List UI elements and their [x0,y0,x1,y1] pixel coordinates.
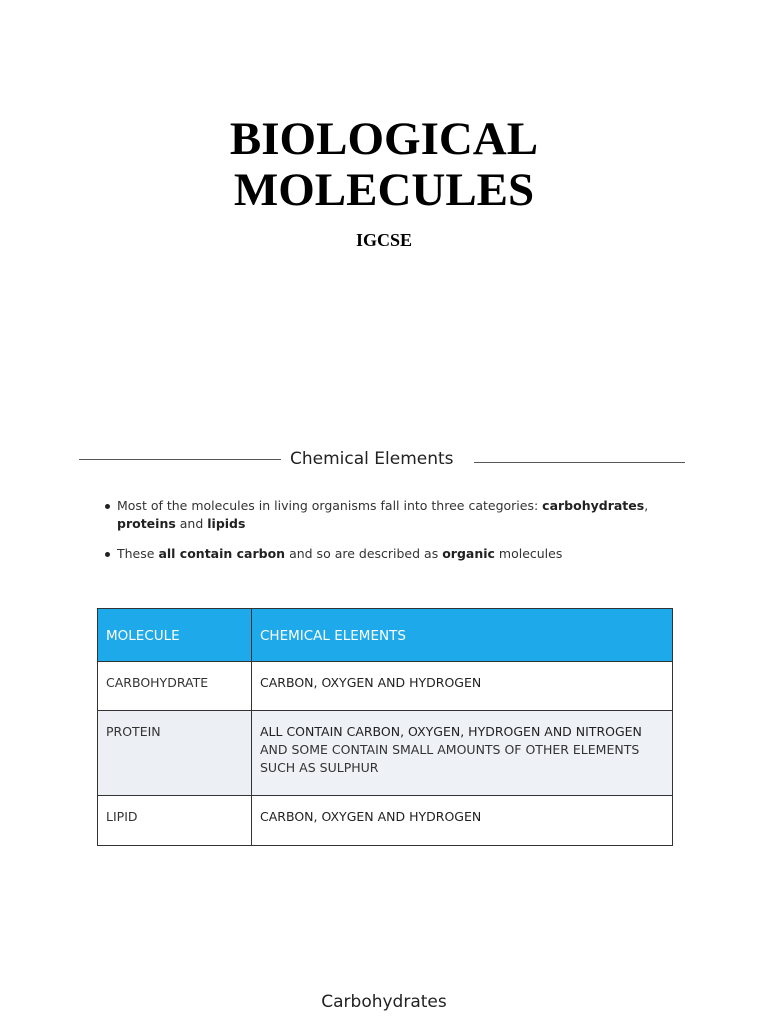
elements-extra-text: AND SOME CONTAIN SMALL AMOUNTS OF OTHER ELEMENTS SUCH AS SULPHUR [260,742,640,775]
molecule-cell: LIPID [98,796,252,846]
elements-cell: CARBON, OXYGEN AND HYDROGEN [252,662,673,711]
bullet-dot-icon [105,504,110,509]
bullet-text: and so are described as [285,546,443,561]
table-row [98,796,673,846]
bullet-text: These [117,546,159,561]
chemical-elements-table [97,608,673,846]
bullet-dot-icon [105,552,110,557]
bullet-bold-text: proteins [117,516,176,531]
bullet-text: molecules [494,546,563,561]
next-section-heading: Carbohydrates [321,992,447,1012]
table-row [98,662,673,711]
bullet-text: Most of the molecules in living organisms fall into three categories: [117,498,543,513]
bullet-item [104,497,664,533]
bullet-bold-text: organic [442,546,495,561]
title-line-1: BIOLOGICAL [229,113,539,165]
section-heading: Chemical Elements [290,449,454,469]
bullet-bold-text: all contain carbon [158,546,286,561]
molecule-cell: CARBOHYDRATE [98,662,252,711]
document-subtitle: IGCSE [355,230,413,250]
elements-primary-text: ALL CONTAIN CARBON, OXYGEN, HYDROGEN AND NITROGEN [260,724,642,739]
heading-divider-right [474,462,685,463]
heading-divider-left [79,459,281,460]
bullet-list [104,497,664,575]
elements-cell: CARBON, OXYGEN AND HYDROGEN [252,796,673,846]
bullet-text: and [175,516,208,531]
title-line-2: MOLECULES [233,164,535,216]
table-header-row [98,609,673,662]
table-row [98,711,673,796]
elements-cell [252,711,673,796]
header-molecule: MOLECULE [98,609,252,662]
bullet-bold-text: lipids [207,516,246,531]
section-heading-row [79,449,685,473]
bullet-bold-text: carbohydrates [542,498,645,513]
document-title [0,114,768,216]
bullet-item [104,545,664,563]
molecule-cell: PROTEIN [98,711,252,796]
header-chemical-elements: CHEMICAL ELEMENTS [252,609,673,662]
bullet-text: , [644,498,649,513]
